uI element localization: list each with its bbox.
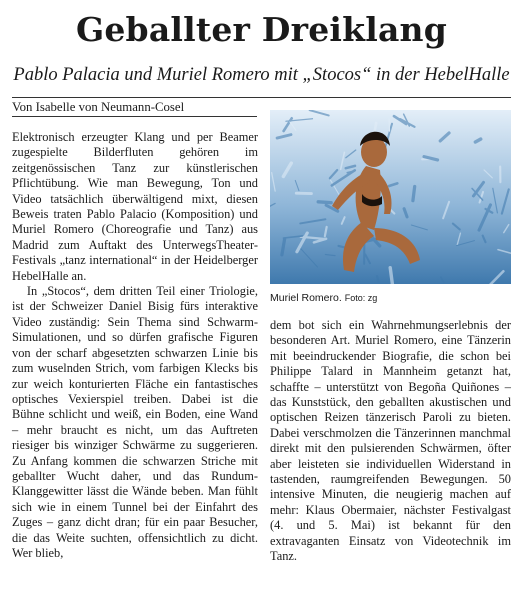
headline: Geballter Dreiklang: [75, 10, 447, 49]
caption-text: Muriel Romero.: [270, 292, 342, 304]
article-column-right: [270, 318, 511, 565]
paragraph-stocos: In „Stocos“, dem dritten Teil einer Triologie, ist der Schweizer Daniel Bisig fürs interaktive Video zuständig: Sein Thema sind Schwarm-Simulationen, und so dürfen grafische Figuren von der scharf abgesetzten schwarzen Linie bis zum wuselnden Strich, vom farbigen Klecks bis zur weich konturierten Fläche ein fantastisches optisches Vexierspiel treiben. Dabei ist die Bühne schlicht und weiß, ein Boden, eine Wand – mehr braucht es nicht, um das Auftreten riesiger bis winziger Schwärme zu suggerieren. Zu Anfang kommen die schwarzen Striche mit geballter Wucht daher, und das Rundum-Klanggewitter lässt die Wände beben. Man fühlt sich wie in einem Tunnel bei der Einfahrt des Zuges – ganz dicht dran; für ein paar Besucher, die das Weite suchten, offensichtlich zu dicht. Wer blieb,: [12, 284, 258, 560]
dancer-photo: [270, 110, 511, 284]
paragraph-intro: Elektronisch erzeugter Klang und per Beamer zugespielte Bilderfluten gehören im zeitgenössischen Tanz zur künstlerischen Pflichtübung. Wie man Bewegung, Ton und Video tatsächlich überwältigend mixt, diesen Beweis traten Pablo Palacio (Komposition) und Muriel Romero (Choreografie und Tanz) aus Madrid zum Auftakt des UnterwegsTheater-Festivals „tanz international“ in der Heidelberger HebelHalle an.: [12, 130, 258, 283]
paragraph-continued: dem bot sich ein Wahrnehmungserlebnis der besonderen Art. Muriel Romero, eine Tänzerin mit beeindruckender Biografie, die schon bei Philippe Talard in Mannheim getanzt hat, schaffte – unterstützt von Begoña Quiñones – das Kunststück, den geballten akustischen und optischen Reizen tänzerisch Paroli zu bieten. Dabei verschmolzen die Tänzerinnen manchmal direkt mit den pulsierenden Schwärmen, öfter aber leisteten sie individuellen Widerstand in tastenden, raumgreifenden Bewegungen. 50 intensive Minuten, die neugierig machen auf mehr: Klaus Obermaier, nächster Festivalgast (4. und 5. Mai) ist bekannt für den extravaganten Einsatz von Videotechnik im Tanz.: [270, 318, 511, 564]
swarm-stroke: [318, 202, 331, 203]
article-column-left: [12, 130, 258, 561]
header-divider: [12, 97, 511, 98]
byline: Von Isabelle von Neumann-Cosel: [12, 100, 257, 117]
swarm-stroke: [413, 186, 415, 200]
subheadline: Pablo Palacia und Muriel Romero mit „Stocos“ in der HebelHalle: [13, 65, 510, 85]
photo-caption: [270, 292, 511, 305]
dancer-photo-image: [270, 110, 511, 284]
photo-credit: Foto: zg: [344, 293, 378, 303]
